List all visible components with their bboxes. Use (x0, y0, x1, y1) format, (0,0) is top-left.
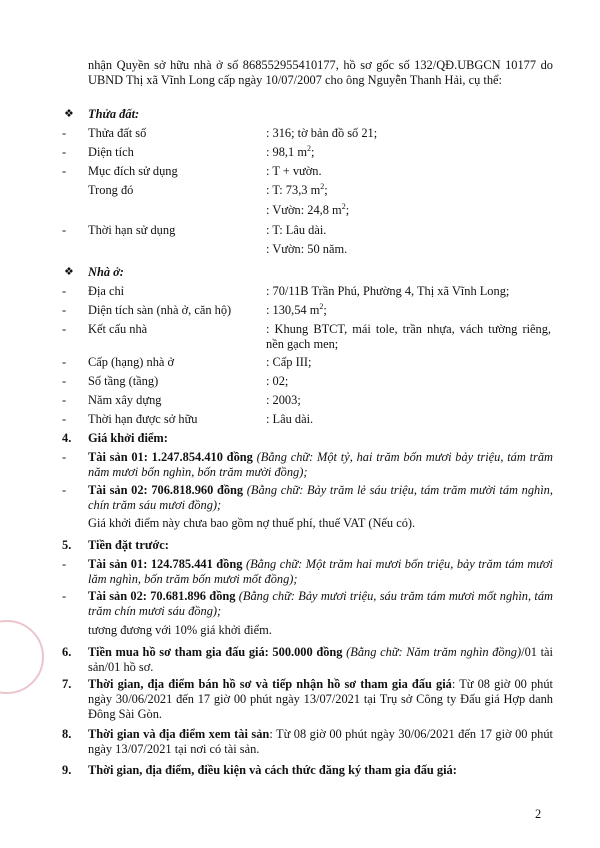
house-year-label: Năm xây dựng (88, 393, 162, 407)
section-9-heading (0, 763, 600, 778)
section-5-asset-1 (88, 557, 553, 587)
house-floor-area-value: : 130,54 m (266, 303, 320, 317)
house-structure-row (0, 322, 600, 354)
section-5-heading (0, 538, 600, 553)
land-within-t: : T: 73,3 m (266, 183, 321, 197)
house-address-row (0, 284, 600, 299)
asset-1-price: Tài sản 01: 1.247.854.410 đồng (88, 450, 253, 464)
section-7-text: : Từ 08 giờ 00 phút ngày 30/06/2021 đến 17 giờ 00 phút ngày 13/07/2021 tại Trụ sở Công ty Đấu giá Hợp danh Đông Sài Gòn. (88, 677, 553, 721)
land-parcel-value: : 316; tờ bản đồ số 21; (266, 126, 378, 140)
section-number: 5. (62, 538, 72, 552)
house-floors-label: Số tầng (tầng) (88, 374, 159, 388)
house-year-row (0, 393, 600, 408)
house-grade-label: Cấp (hạng) nhà ở (88, 355, 175, 369)
section-number: 4. (62, 431, 72, 445)
land-within-garden-wrap (266, 203, 349, 218)
dash-marker: - (62, 223, 67, 237)
dash-marker: - (62, 145, 67, 159)
superscript-2: 2 (341, 201, 346, 211)
land-heading: Thửa đất: (88, 107, 140, 121)
house-floor-area-wrap (266, 303, 327, 318)
land-within-t-wrap (266, 183, 328, 198)
land-term-garden-row (0, 242, 600, 257)
land-term-row (0, 223, 600, 238)
dash-marker: - (62, 164, 67, 178)
dash-marker: - (62, 450, 67, 464)
intro-paragraph: nhận Quyền sở hữu nhà ở số 868552955410177, hồ sơ gốc số 132/QĐ.UBGCN 10177 do UBND Thị xã Vĩnh Long cấp ngày 10/07/2007 cho ông Nguyễn Thanh Hải, cụ thể: (88, 58, 553, 87)
section-4-asset-2 (88, 483, 553, 513)
land-parcel-label: Thửa đất số (88, 126, 147, 140)
dash-marker: - (62, 557, 67, 571)
house-structure-value: : Khung BTCT, mái tole, trần nhựa, vách tường riêng, nền gạch men; (266, 322, 551, 351)
land-within-row (0, 183, 600, 198)
dash-marker: - (62, 126, 67, 140)
land-term-label: Thời hạn sử dụng (88, 223, 176, 237)
house-year-value: : 2003; (266, 393, 301, 407)
asset-2-deposit-words: (Bằng chữ: Bảy mươi triệu, sáu trăm tám mươi mốt nghìn, tám trăm chín mươi sáu đồng); (88, 589, 553, 618)
house-floor-area-row (0, 303, 600, 318)
house-address-label: Địa chỉ (88, 284, 125, 298)
land-parcel-row (0, 126, 600, 141)
land-within-t-end: ; (324, 183, 328, 197)
land-purpose-row (0, 164, 600, 179)
land-area-value: : 98,1 m (266, 145, 307, 159)
house-own-term-value: : Lâu dài. (266, 412, 314, 426)
section-6-title: Tiền mua hồ sơ tham gia đấu giá: 500.000 đồng (88, 645, 343, 659)
asset-1-deposit-words: (Bằng chữ: Một trăm hai mươi bốn triệu, bảy trăm tám mươi lăm nghìn, bốn trăm bốn mươi mốt đồng); (88, 557, 553, 586)
land-within-garden: : Vườn: 24,8 m (266, 203, 342, 217)
section-number: 6. (62, 645, 72, 659)
section-4-title: Giá khởi điểm: (88, 431, 168, 445)
asset-1-deposit: Tài sản 01: 124.785.441 đồng (88, 557, 243, 571)
dash-marker: - (62, 393, 67, 407)
house-grade-row (0, 355, 600, 370)
section-6-tail: /01 tài sản/01 hồ sơ. (88, 645, 553, 674)
section-8-title: Thời gian và địa điểm xem tài sản (88, 727, 270, 741)
land-term-garden: : Vườn: 50 năm. (266, 242, 348, 256)
section-number: 8. (62, 727, 72, 741)
land-within-garden-end: ; (345, 203, 350, 217)
dash-marker: - (62, 284, 67, 298)
house-heading-row (0, 265, 600, 280)
land-purpose-label: Mục đích sử dụng (88, 164, 178, 178)
section-number: 7. (62, 677, 72, 691)
land-term-t: : T: Lâu dài. (266, 223, 327, 237)
house-structure-label: Kết cấu nhà (88, 322, 148, 336)
land-within-garden-row (0, 203, 600, 218)
house-floors-row (0, 374, 600, 389)
house-floor-area-label: Diện tích sàn (nhà ở, căn hộ) (88, 303, 232, 317)
dash-marker: - (62, 483, 67, 497)
section-5-asset-2 (88, 589, 553, 619)
house-floors-value: : 02; (266, 374, 289, 388)
land-heading-row (0, 107, 600, 122)
dash-marker: - (62, 303, 67, 317)
house-grade-value: : Cấp III; (266, 355, 312, 369)
house-own-term-row (0, 412, 600, 427)
section-6 (88, 645, 553, 675)
asset-1-price-words: (Bằng chữ: Một tỷ, hai trăm bốn mươi bảy triệu, tám trăm năm mươi bốn nghìn, bốn trăm mười đồng); (88, 450, 553, 479)
section-4-note: Giá khởi điểm này chưa bao gồm nợ thuế phí, thuế VAT (Nếu có). (88, 516, 416, 530)
dash-marker: - (62, 589, 67, 603)
section-6-words: (Bằng chữ: Năm trăm nghìn đồng) (342, 645, 522, 659)
section-7 (88, 677, 553, 722)
asset-2-price: Tài sản 02: 706.818.960 đồng (88, 483, 244, 497)
diamond-bullet-icon: ❖ (64, 108, 74, 120)
land-purpose-value: : T + vườn. (266, 164, 322, 178)
superscript-2: 2 (319, 301, 324, 311)
superscript-2: 2 (320, 181, 325, 191)
land-area-end: ; (310, 145, 315, 159)
superscript-2: 2 (306, 143, 311, 153)
land-area-label: Diện tích (88, 145, 134, 159)
section-4-heading (0, 431, 600, 446)
asset-2-price-words: (Bằng chữ: Bảy trăm lẻ sáu triệu, tám trăm mười tám nghìn, chín trăm sáu mươi đồng); (88, 483, 553, 512)
house-address-value: : 70/11B Trần Phú, Phường 4, Thị xã Vĩnh Long; (266, 284, 510, 298)
page-number: 2 (535, 807, 542, 821)
dash-marker: - (62, 322, 67, 336)
house-heading: Nhà ở: (88, 265, 124, 279)
dash-marker: - (62, 374, 67, 388)
land-area-value-wrap (266, 145, 314, 160)
section-4-asset-1 (88, 450, 553, 480)
dash-marker: - (62, 355, 67, 369)
land-area-row (0, 145, 600, 160)
section-5-title: Tiền đặt trước: (88, 538, 169, 552)
asset-2-deposit: Tài sản 02: 70.681.896 đồng (88, 589, 236, 603)
section-9-title: Thời gian, địa điểm, điều kiện và cách thức đăng ký tham gia đấu giá: (88, 763, 457, 777)
section-7-title: Thời gian, địa điểm bán hồ sơ và tiếp nhận hồ sơ tham gia đấu giá (88, 677, 452, 691)
section-5-note: tương đương với 10% giá khởi điểm. (88, 623, 272, 637)
diamond-bullet-icon: ❖ (64, 266, 74, 278)
dash-marker: - (62, 412, 67, 426)
house-own-term-label: Thời hạn được sở hữu (88, 412, 198, 426)
section-8-text: : Từ 08 giờ 00 phút ngày 30/06/2021 đến 17 giờ 00 phút ngày 13/07/2021 tại nơi có tài sản. (88, 727, 553, 756)
section-number: 9. (62, 763, 72, 777)
section-8 (88, 727, 553, 757)
land-within-label: Trong đó (88, 183, 134, 197)
house-floor-area-end: ; (323, 303, 327, 317)
